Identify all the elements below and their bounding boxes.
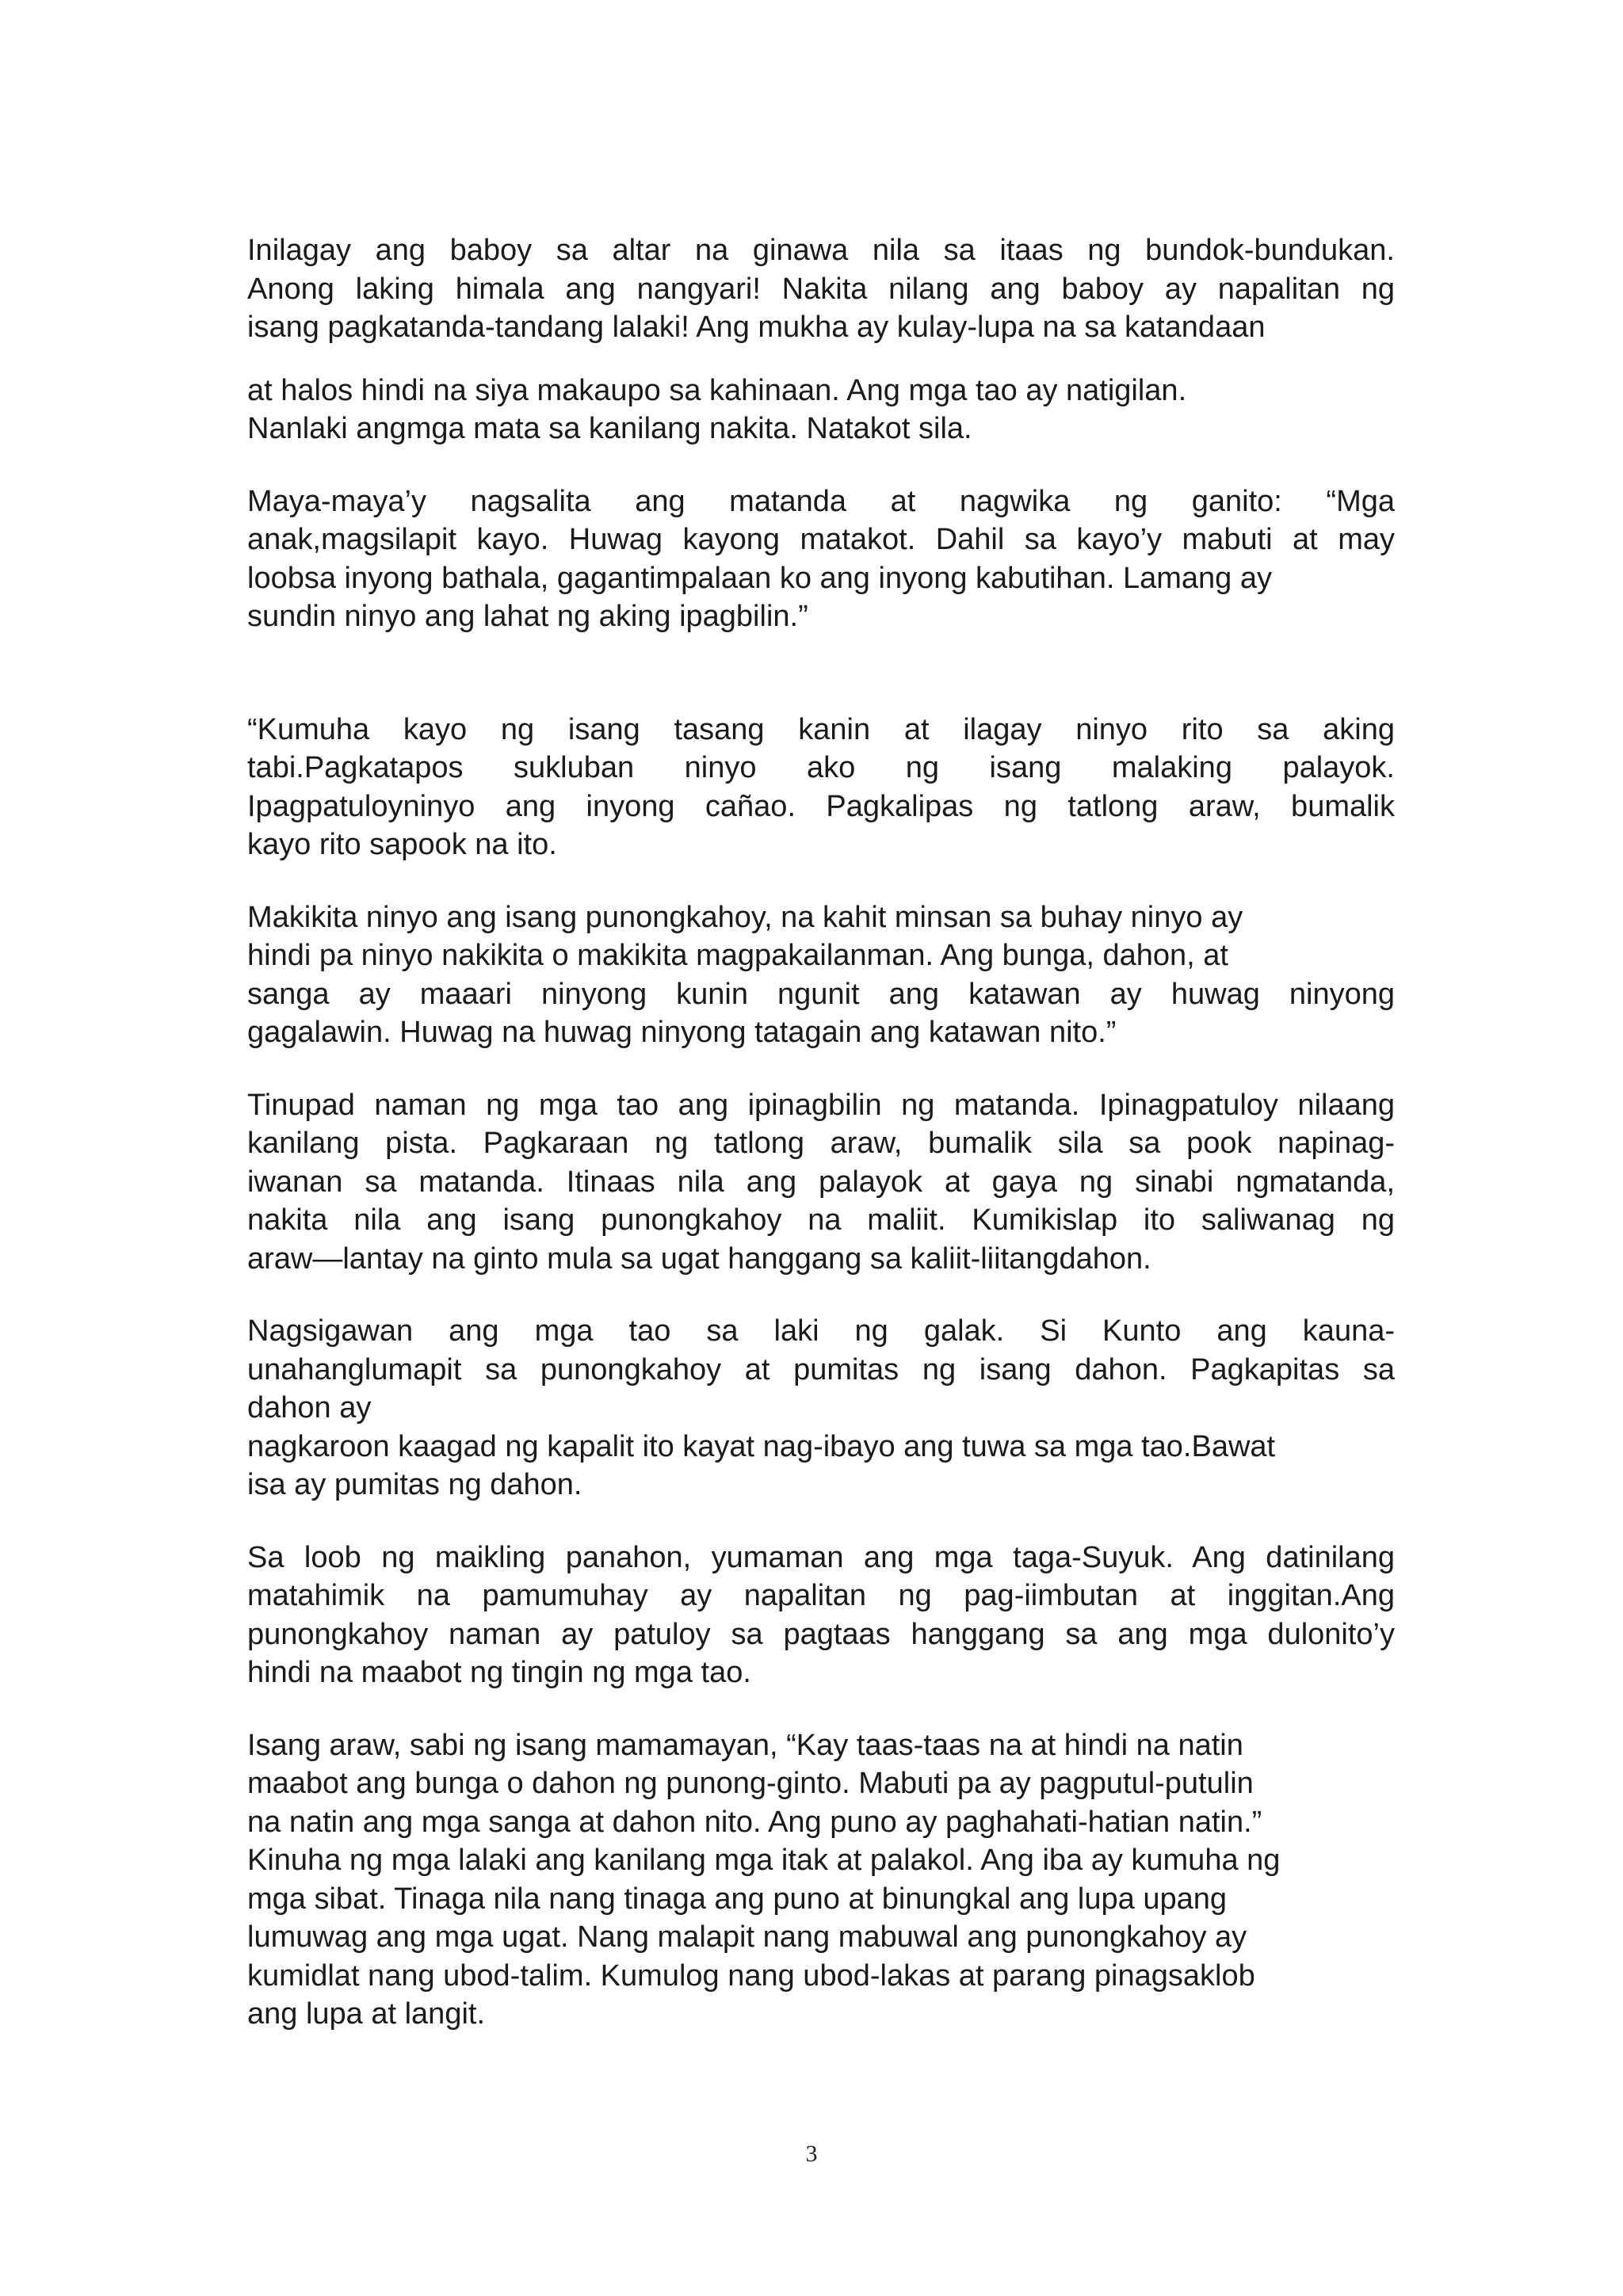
paragraph-4-line-3: Ipagpatuloyninyo ang inyong cañao. Pagkalipas ng tatlong araw, bumalik [247,789,1395,823]
paragraph-9-line-7: kumidlat nang ubod-talim. Kumulog nang ubod-lakas at parang pinagsaklob [247,1958,1255,1993]
paragraph-3-line-1: Maya-maya’y nagsalita ang matanda at nagwika ng ganito: “Mga [247,484,1395,518]
paragraph-7-line-2: unahanglumapit sa punongkahoy at pumitas ng isang dahon. Pagkapitas sa [247,1352,1395,1386]
paragraph-1-line-1: Inilagay ang baboy sa altar na ginawa nila sa itaas ng bundok-bundukan. [247,234,1395,267]
paragraph-5-line-2: hindi pa ninyo nakikita o makikita magpakailanman. Ang bunga, dahon, at [247,939,1228,972]
paragraph-9 [247,1726,1395,2034]
paragraph-6-line-2: kanilang pista. Pagkaraan ng tatlong araw, bumalik sila sa pook napinag- [247,1127,1395,1160]
paragraph-6-line-1: Tinupad naman ng mga tao ang ipinagbilin ng matanda. Ipinagpatuloy nilaang [247,1088,1395,1122]
paragraph-1-line-2: Anong laking himala ang nangyari! Nakita nilang ang baboy ay napalitan ng [247,272,1395,306]
paragraph-3-line-2: anak,magsilapit kayo. Huwag kayong matakot. Dahil sa kayo’y mabuti at may [247,523,1395,556]
paragraph-7-line-4: nagkaroon kaagad ng kapalit ito kayat nag-ibayo ang tuwa sa mga tao.Bawat [247,1429,1276,1463]
paragraph-9-line-8: ang lupa at langit. [247,1997,486,2031]
paragraph-4-line-2: tabi.Pagkatapos sukluban ninyo ako ng isang malaking palayok. [247,751,1395,784]
paragraph-6 [247,1086,1395,1279]
paragraph-9-line-2: maabot ang bunga o dahon ng punong-ginto. Mabuti pa ay pagputul-putulin [247,1767,1254,1800]
paragraph-8-line-2: matahimik na pamumuhay ay napalitan ng pag-iimbutan at inggitan.Ang [247,1579,1395,1612]
paragraph-8-line-3: punongkahoy naman ay patuloy sa pagtaas hanggang sa ang mga dulonito’y [247,1617,1395,1651]
paragraph-7-line-1: Nagsigawan ang mga tao sa laki ng galak. Si Kunto ang kauna- [247,1314,1395,1348]
paragraph-9-line-1: Isang araw, sabi ng isang mamamayan, “Kay taas-taas na at hindi na natin [247,1728,1243,1762]
paragraph-5 [247,898,1395,1052]
paragraph-8-line-1: Sa loob ng maikling panahon, yumaman ang mga taga-Suyuk. Ang datinilang [247,1540,1395,1574]
paragraph-6-line-3: iwanan sa matanda. Itinaas nila ang palayok at gaya ng sinabi ngmatanda, [247,1165,1395,1199]
paragraph-8-line-4: hindi na maabot ng tingin ng mga tao. [247,1656,751,1689]
paragraph-5-line-1: Makikita ninyo ang isang punongkahoy, na kahit minsan sa buhay ninyo ay [247,900,1243,934]
paragraph-4 [247,711,1395,864]
paragraph-9-line-3: na natin ang mga sanga at dahon nito. Ang puno ay paghahati-hatian natin.” [247,1805,1262,1839]
paragraph-9-line-5: mga sibat. Tinaga nila nang tinaga ang puno at binungkal ang lupa upang [247,1882,1227,1916]
paragraph-4-line-1: “Kumuha kayo ng isang tasang kanin at ilagay ninyo rito sa aking [247,712,1395,746]
paragraph-6-line-4: nakita nila ang isang punongkahoy na maliit. Kumikislap ito saliwanag ng [247,1203,1395,1237]
paragraph-5-line-3: sanga ay maaari ninyong kunin ngunit ang katawan ay huwag ninyong [247,977,1395,1011]
page-number: 3 [805,2141,818,2167]
document-body [247,231,1395,2034]
paragraph-3-line-4: sundin ninyo ang lahat ng aking ipagbilin.” [247,600,808,633]
paragraph-7-line-3: dahon ay [247,1391,372,1425]
paragraph-6-line-5: araw—lantay na ginto mula sa ugat hanggang sa kaliit-liitangdahon. [247,1241,1151,1276]
paragraph-3 [247,482,1395,636]
paragraph-2-line-2: Nanlaki angmga mata sa kanilang nakita. Natakot sila. [247,412,972,445]
paragraph-9-line-4: Kinuha ng mga lalaki ang kanilang mga itak at palakol. Ang iba ay kumuha ng [247,1844,1281,1877]
paragraph-2-line-1: at halos hindi na siya makaupo sa kahinaan. Ang mga tao ay natigilan. [247,373,1187,407]
paragraph-5-line-4: gagalawin. Huwag na huwag ninyong tatagain ang katawan nito.” [247,1016,1117,1049]
paragraph-7-line-5: isa ay pumitas ng dahon. [247,1468,582,1501]
paragraph-9-line-6: lumuwag ang mga ugat. Nang malapit nang mabuwal ang punongkahoy ay [247,1920,1247,1954]
paragraph-3-line-3: loobsa inyong bathala, gagantimpalaan ko ang inyong kabutihan. Lamang ay [247,561,1272,595]
paragraph-2 [247,372,1395,448]
paragraph-4-line-4: kayo rito sapook na ito. [247,828,557,861]
paragraph-7 [247,1312,1395,1505]
paragraph-1-line-3: isang pagkatanda-tandang lalaki! Ang mukha ay kulay-lupa na sa katandaan [247,311,1266,344]
paragraph-1 [247,231,1395,347]
paragraph-8 [247,1539,1395,1692]
